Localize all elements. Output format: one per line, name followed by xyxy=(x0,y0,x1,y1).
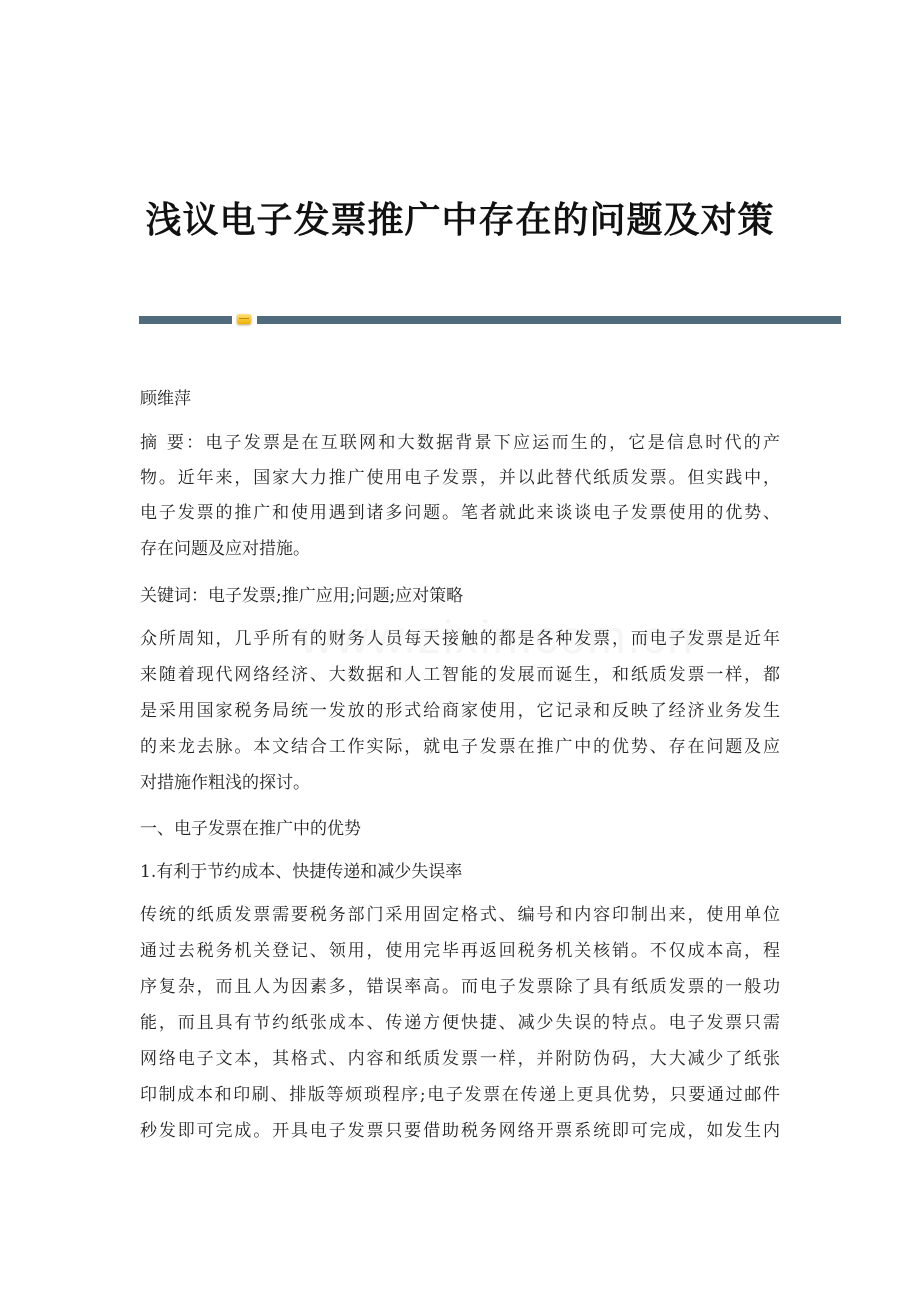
body-line: 通过去税务机关登记、领用，使用完毕再返回税务机关核销。不仅成本高，程 xyxy=(140,941,780,961)
document-title: 浅议电子发票推广中存在的问题及对策 xyxy=(145,199,775,241)
intro-line: 的来龙去脉。本文结合工作实际，就电子发票在推广中的优势、存在问题及应 xyxy=(140,737,780,757)
abstract-line: 电子发票的推广和使用遇到诸多问题。笔者就此来谈谈电子发票使用的优势、 xyxy=(140,503,780,523)
body-line: 传统的纸质发票需要税务部门采用固定格式、编号和内容印制出来，使用单位 xyxy=(140,905,780,925)
abstract-line: 摘 要：电子发票是在互联网和大数据背景下应运而生的，它是信息时代的产 xyxy=(140,433,780,453)
title-divider-right xyxy=(257,316,841,324)
author: 顾维萍 xyxy=(140,389,191,409)
intro-line: 众所周知，几乎所有的财务人员每天接触的都是各种发票，而电子发票是近年 xyxy=(140,629,780,649)
keywords: 关键词：电子发票;推广应用;问题;应对策略 xyxy=(140,586,464,606)
body-line: 秒发即可完成。开具电子发票只要借助税务网络开票系统即可完成，如发生内 xyxy=(140,1121,780,1141)
title-divider-left xyxy=(139,316,232,324)
body-line: 能，而且具有节约纸张成本、传递方便快捷、减少失误的特点。电子发票只需 xyxy=(140,1013,780,1033)
divider-ornament-icon xyxy=(237,314,251,324)
abstract-line: 物。近年来，国家大力推广使用电子发票，并以此替代纸质发票。但实践中， xyxy=(140,468,780,488)
section-heading: 一、电子发票在推广中的优势 xyxy=(140,819,361,839)
intro-line: 是采用国家税务局统一发放的形式给商家使用，它记录和反映了经济业务发生 xyxy=(140,701,780,721)
body-line: 网络电子文本，其格式、内容和纸质发票一样，并附防伪码，大大减少了纸张 xyxy=(140,1049,780,1069)
body-line: 序复杂，而且人为因素多，错误率高。而电子发票除了具有纸质发票的一般功 xyxy=(140,977,780,997)
abstract-line: 存在问题及应对措施。 xyxy=(140,539,310,559)
subsection-heading: 1.有利于节约成本、快捷传递和减少失误率 xyxy=(140,862,463,882)
body-line: 印制成本和印刷、排版等烦琐程序;电子发票在传递上更具优势，只要通过邮件 xyxy=(140,1085,780,1105)
intro-line: 来随着现代网络经济、大数据和人工智能的发展而诞生，和纸质发票一样，都 xyxy=(140,665,780,685)
intro-line: 对措施作粗浅的探讨。 xyxy=(140,773,310,793)
